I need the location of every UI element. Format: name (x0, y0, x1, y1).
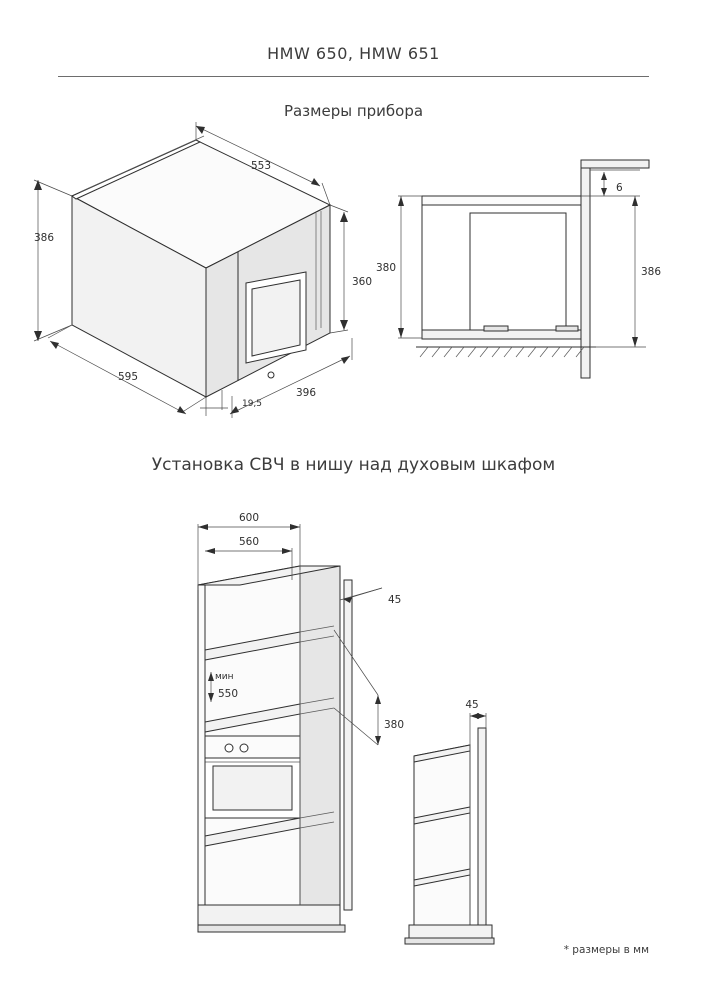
dim-outer-height: 386 (641, 266, 662, 278)
figure-niche-side (405, 699, 494, 944)
dim-height-left: 386 (33, 232, 55, 244)
figure-appliance-side-section (376, 160, 661, 378)
dim-front-offset: 19,5 (241, 399, 263, 409)
figure-appliance-isometric (34, 122, 372, 418)
dim-min-value: 550 (218, 688, 239, 700)
dim-niche-height: 380 (384, 719, 405, 731)
dim-top-gap: 6 (616, 182, 623, 194)
footnote-units: * размеры в мм (563, 944, 649, 956)
section-title-installation: Установка СВЧ в нишу над духовым шкафом (151, 455, 556, 475)
dim-inner-height: 380 (375, 262, 396, 274)
dim-min-label: мин (215, 672, 234, 682)
dim-height-right: 360 (352, 276, 373, 288)
figure-niche-front (198, 512, 404, 932)
dim-outer-width: 600 (238, 512, 260, 524)
dim-depth-top: 553 (250, 160, 272, 172)
page-title: HMW 650, HMW 651 (267, 44, 440, 63)
dim-inner-width: 560 (238, 536, 260, 548)
dim-width-front: 595 (117, 371, 139, 383)
dim-depth-front: 396 (295, 387, 317, 399)
dim-side-depth-gap: 45 (465, 699, 479, 711)
dim-side-gap: 45 (388, 594, 402, 606)
section-title-appliance-dimensions: Размеры прибора (283, 102, 424, 120)
